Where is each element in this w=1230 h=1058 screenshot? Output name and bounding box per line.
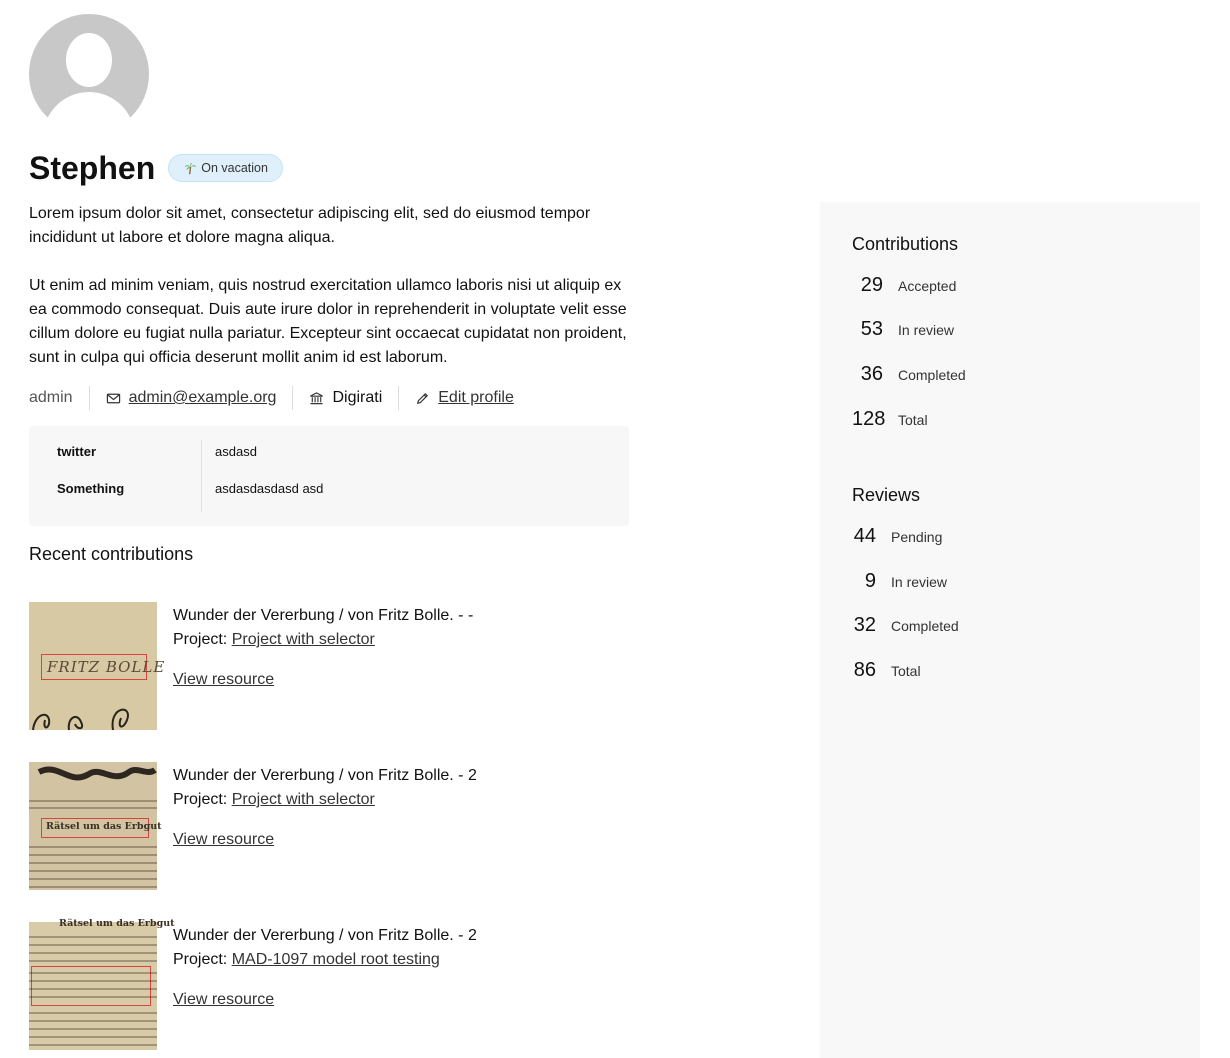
text-line bbox=[29, 1036, 157, 1038]
role-item bbox=[29, 386, 89, 410]
role-label: admin bbox=[29, 389, 73, 406]
text-line bbox=[29, 1012, 157, 1014]
stat-label: In review bbox=[898, 322, 955, 338]
text-line bbox=[29, 1044, 157, 1046]
text-line bbox=[29, 988, 157, 990]
stat-value: 29 bbox=[860, 274, 883, 296]
stat-label: Completed bbox=[891, 618, 959, 634]
stat-value: 36 bbox=[860, 363, 883, 385]
field-value: asdasd bbox=[215, 444, 257, 459]
text-line bbox=[29, 936, 157, 938]
contribution-project bbox=[173, 948, 440, 972]
stat-accepted bbox=[852, 274, 956, 297]
organisation-item bbox=[292, 386, 398, 410]
profile-bio bbox=[29, 202, 629, 394]
project-prefix: Project: bbox=[173, 951, 228, 968]
stat-label: Pending bbox=[891, 529, 943, 545]
stat-value: 128 bbox=[852, 408, 886, 430]
thumbnail-text: Rätsel um das Erbgut bbox=[46, 821, 162, 832]
field-key: Something bbox=[57, 481, 125, 496]
contribution-project bbox=[173, 788, 375, 812]
pencil-icon bbox=[415, 391, 430, 406]
stat-completed bbox=[852, 614, 959, 637]
text-line bbox=[29, 1028, 157, 1030]
email-link[interactable]: admin@example.org bbox=[128, 389, 277, 406]
profile-meta bbox=[29, 386, 530, 410]
text-line bbox=[29, 870, 157, 872]
ornament-icon bbox=[29, 762, 157, 794]
institution-icon bbox=[309, 391, 324, 406]
text-line bbox=[29, 854, 157, 856]
project-link[interactable]: Project with selector bbox=[231, 631, 375, 648]
view-resource-link[interactable]: View resource bbox=[173, 831, 275, 848]
stat-total bbox=[852, 659, 921, 682]
text-line bbox=[29, 944, 157, 946]
stat-label: Completed bbox=[898, 367, 966, 383]
project-prefix: Project: bbox=[173, 631, 228, 648]
project-prefix: Project: bbox=[173, 791, 228, 808]
stat-completed bbox=[852, 363, 966, 386]
field-key: twitter bbox=[57, 444, 96, 459]
edit-item bbox=[398, 386, 530, 410]
text-line bbox=[29, 1020, 157, 1022]
stat-pending bbox=[852, 525, 942, 548]
contribution-title: Wunder der Vererbung / von Fritz Bolle. - - bbox=[173, 607, 474, 624]
stat-in-review bbox=[852, 318, 954, 341]
text-line bbox=[29, 996, 157, 998]
stat-value: 44 bbox=[853, 525, 876, 547]
text-line bbox=[29, 800, 157, 802]
resource-thumbnail[interactable] bbox=[29, 602, 166, 730]
email-item bbox=[89, 386, 293, 410]
stats-sidebar bbox=[820, 202, 1200, 1058]
stat-total bbox=[852, 408, 928, 431]
status-badge bbox=[168, 154, 283, 182]
stat-label: Total bbox=[898, 412, 928, 428]
view-resource-link[interactable]: View resource bbox=[173, 671, 275, 688]
text-line bbox=[29, 886, 157, 888]
list-item bbox=[29, 602, 629, 730]
text-line bbox=[29, 862, 157, 864]
text-line bbox=[29, 846, 157, 848]
list-item bbox=[29, 762, 629, 890]
avatar-head-shape bbox=[66, 33, 112, 87]
profile-fields bbox=[29, 426, 629, 526]
list-item bbox=[29, 918, 629, 1050]
stat-label: In review bbox=[891, 574, 948, 590]
contributions-title: Contributions bbox=[852, 234, 959, 254]
text-line bbox=[29, 878, 157, 880]
field-row bbox=[29, 444, 629, 481]
text-line bbox=[29, 980, 157, 982]
profile-name: Stephen bbox=[29, 150, 156, 186]
contribution-title: Wunder der Vererbung / von Fritz Bolle. - 2 bbox=[173, 927, 477, 944]
view-resource-link[interactable]: View resource bbox=[173, 991, 275, 1008]
stat-value: 53 bbox=[860, 318, 883, 340]
stat-value: 86 bbox=[853, 659, 876, 681]
stat-value: 32 bbox=[853, 614, 876, 636]
project-link[interactable]: Project with selector bbox=[231, 791, 375, 808]
organisation-label: Digirati bbox=[332, 389, 383, 406]
field-value: asdasdasdasd asd bbox=[215, 481, 324, 496]
reviews-title: Reviews bbox=[852, 485, 921, 505]
resource-thumbnail[interactable] bbox=[29, 918, 175, 1050]
stat-in-review bbox=[852, 570, 947, 593]
contribution-title: Wunder der Vererbung / von Fritz Bolle. - 2 bbox=[173, 767, 477, 784]
project-link[interactable]: MAD-1097 model root testing bbox=[231, 951, 440, 968]
bio-paragraph: Lorem ipsum dolor sit amet, consectetur adipiscing elit, sed do eiusmod tempor incididunt ut labore et dolore magna aliqua. bbox=[29, 205, 591, 246]
stat-value: 9 bbox=[864, 570, 876, 592]
text-line bbox=[29, 960, 157, 962]
thumbnail-text: Rätsel um das Erbgut bbox=[59, 918, 175, 929]
contribution-project bbox=[173, 628, 375, 652]
text-line bbox=[29, 952, 157, 954]
stat-label: Accepted bbox=[898, 278, 957, 294]
profile-header bbox=[29, 148, 283, 188]
text-line bbox=[29, 972, 157, 974]
stat-label: Total bbox=[891, 663, 921, 679]
palm-tree-icon bbox=[184, 162, 197, 175]
avatar bbox=[29, 14, 149, 134]
text-line bbox=[29, 807, 157, 809]
script-flourish-icon bbox=[29, 698, 157, 730]
resource-thumbnail[interactable] bbox=[29, 762, 162, 890]
thumbnail-text: FRITZ BOLLE bbox=[47, 658, 166, 676]
field-row bbox=[29, 481, 629, 518]
bio-paragraph: Ut enim ad minim veniam, quis nostrud exercitation ullamco laboris nisi ut aliquip ex ea commodo consequat. Duis aute irure dolor in reprehenderit in voluptate velit esse cillum dolore eu fugiat nulla pariatur. Excepteur sint occaecat cupidatat non proident, sunt in culpa qui officia deserunt mollit anim id est laborum. bbox=[29, 277, 627, 366]
mail-icon bbox=[106, 391, 121, 406]
recent-contributions-title: Recent contributions bbox=[29, 544, 194, 564]
edit-profile-link[interactable]: Edit profile bbox=[438, 389, 514, 406]
status-label: On vacation bbox=[201, 161, 268, 175]
